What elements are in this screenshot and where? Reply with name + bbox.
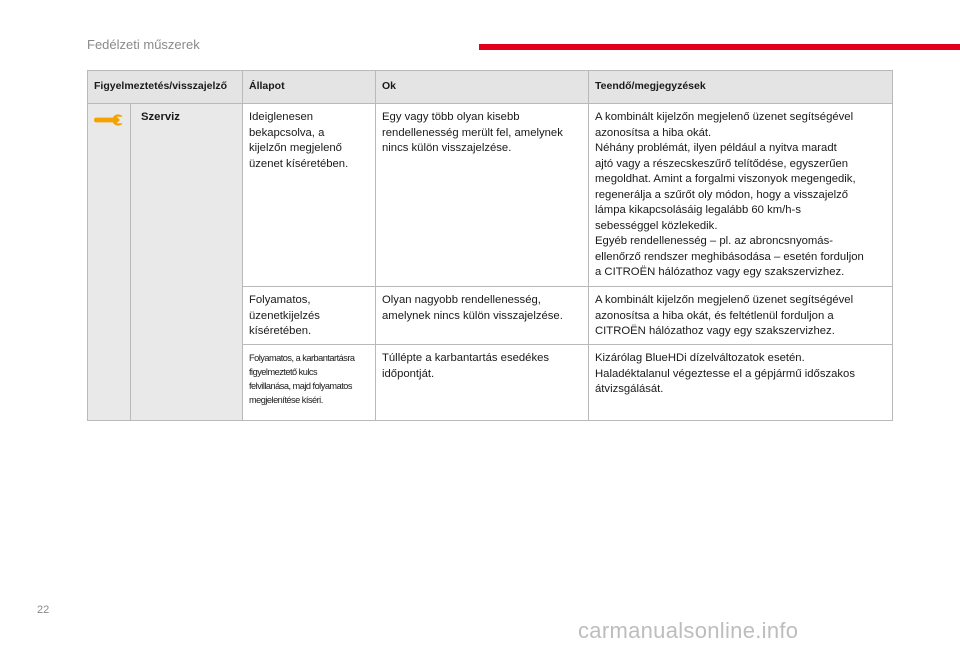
column-header-indicator: Figyelmeztetés/visszajelző bbox=[88, 71, 243, 104]
column-header-cause: Ok bbox=[376, 71, 589, 104]
cause-text: Olyan nagyobb rendellenesség, amelynek nincs külön visszajelzése. bbox=[382, 294, 563, 322]
status-cell bbox=[243, 287, 376, 345]
cause-text: Egy vagy több olyan kisebb rendellenesség merült fel, amelynek nincs külön visszajelzése. bbox=[382, 111, 563, 154]
column-header-status: Állapot bbox=[243, 71, 376, 104]
header-accent-bar bbox=[479, 44, 960, 50]
cause-cell bbox=[376, 345, 589, 421]
cause-cell bbox=[376, 104, 589, 287]
warning-indicator-table bbox=[87, 70, 893, 421]
page-section-title: Fedélzeti műszerek bbox=[87, 37, 200, 52]
wrench-icon bbox=[94, 113, 124, 133]
cause-text: Túllépte a karbantartás esedékes időpontját. bbox=[382, 352, 550, 380]
action-text: Kizárólag BlueHDi dízelváltozatok esetén. Haladéktalanul végeztesse el a gépjármű időszakos átvizsgálását. bbox=[595, 352, 855, 395]
action-text: A kombinált kijelzőn megjelenő üzenet segítségével azonosítsa a hiba okát, és feltétlenül forduljon a CITROËN hálózathoz vagy egy szakszervizhez. bbox=[595, 294, 854, 337]
status-cell bbox=[243, 345, 376, 421]
column-header-action: Teendő/megjegyzések bbox=[589, 71, 893, 104]
watermark: carmanualsonline.info bbox=[578, 618, 799, 643]
page-number: 22 bbox=[37, 604, 50, 616]
action-cell bbox=[589, 104, 893, 287]
action-cell bbox=[589, 287, 893, 345]
status-text: Ideiglenesen bekapcsolva, a kijelzőn megjelenő üzenet kíséretében. bbox=[249, 111, 349, 170]
action-text: A kombinált kijelzőn megjelenő üzenet segítségével azonosítsa a hiba okát. Néhány problémát, ilyen például a nyitva maradt ajtó vagy a részecskeszűrő telítődése, egyszerűen megoldhat. Amint a forgalmi viszonyok megengedik, regenerálja a szűrőt oly módon, hogy a visszajelző lámpa kikapcsolásáig legalább 60 km/h-s sebességgel közlekedik. Egyéb rendellenesség – pl. az abroncsnyomás- ellenőrző rendszer meghibásodása – esetén forduljon a CITROËN hálózathoz vagy egy szakszervizhez. bbox=[595, 111, 864, 278]
status-text: Folyamatos, üzenetkijelzés kíséretében. bbox=[249, 294, 320, 337]
action-cell bbox=[589, 345, 893, 421]
table-header-row bbox=[88, 71, 893, 104]
indicator-name: Szerviz bbox=[131, 104, 243, 421]
table-row bbox=[88, 104, 893, 287]
indicator-icon-cell bbox=[88, 104, 131, 421]
status-cell bbox=[243, 104, 376, 287]
status-text: Folyamatos, a karbantartásra figyelmeztető kulcs felvillanása, majd folyamatos megjelenítése kíséri. bbox=[249, 353, 355, 405]
cause-cell bbox=[376, 287, 589, 345]
